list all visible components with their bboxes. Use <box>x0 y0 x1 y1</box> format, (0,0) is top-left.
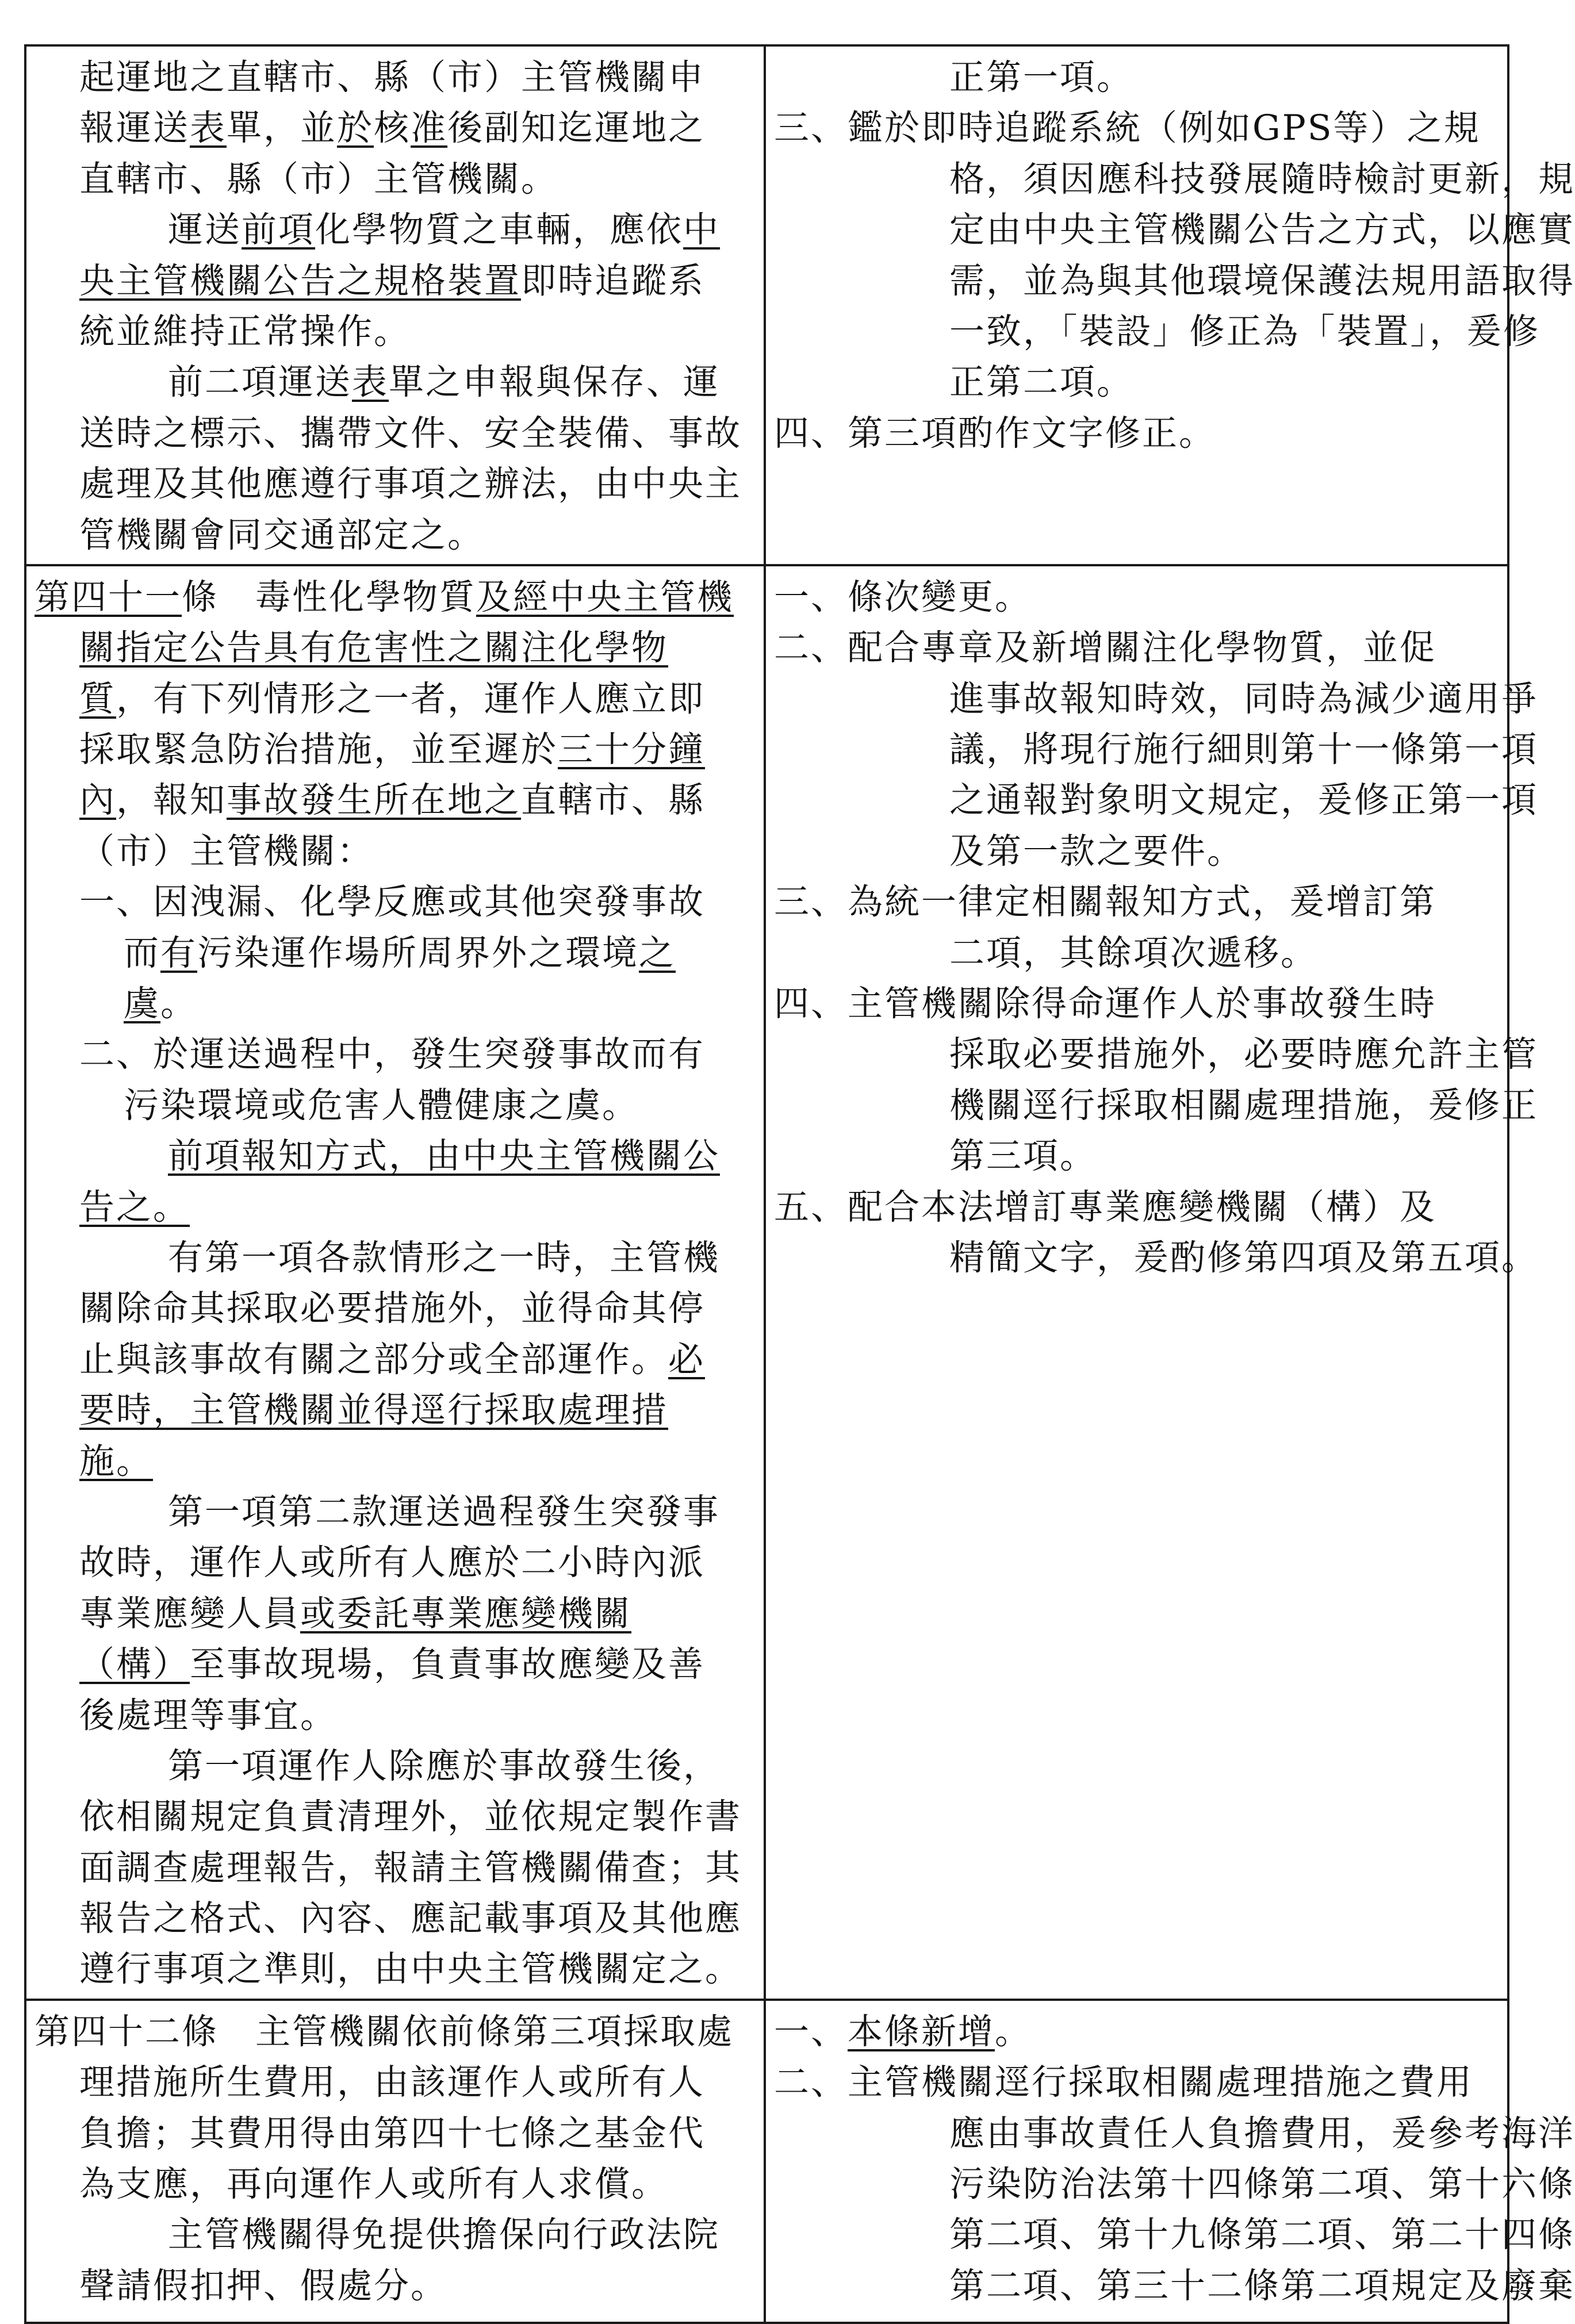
text-segment: 即時追蹤系 <box>521 260 706 301</box>
text-segment: 化學物質之車輛，應依 <box>315 209 684 251</box>
text-segment: 三、為統一律定相關報知方式，爰增訂第 <box>774 881 1437 923</box>
text-line <box>35 408 756 459</box>
text-segment: 二項，其餘項次遞移。 <box>949 932 1318 973</box>
text-segment: 精簡文字，爰酌修第四項及第五項。 <box>949 1237 1539 1278</box>
text-line <box>35 357 756 408</box>
underlined-text: 有 <box>160 932 198 973</box>
text-line <box>35 1334 756 1385</box>
text-segment: 至事故現場，負責事故應變及善 <box>190 1644 706 1685</box>
text-line <box>35 674 756 724</box>
text-line <box>774 572 1499 623</box>
text-line <box>35 1639 756 1690</box>
text-line <box>35 826 756 877</box>
text-segment: 第四十二條 主管機關依前條第三項採取處 <box>35 2011 734 2052</box>
text-line <box>774 52 1499 103</box>
underlined-text: 三十分鐘 <box>558 729 706 770</box>
text-segment: 進事故報知時效，同時為減少適用爭 <box>949 678 1539 719</box>
text-line <box>35 1690 756 1741</box>
text-segment: 單之申報與保存、運 <box>389 362 721 403</box>
text-segment: 起運地之直轄市、縣（市）主管機關申 <box>79 57 706 98</box>
text-segment: 。 <box>995 2011 1032 2052</box>
underlined-text: 准 <box>411 108 448 149</box>
text-line <box>35 979 756 1029</box>
text-line <box>774 674 1539 724</box>
underlined-text: 之 <box>639 932 676 973</box>
text-line <box>35 2108 756 2159</box>
table-row <box>25 45 1508 565</box>
text-line <box>35 2210 756 2260</box>
article-text-cell <box>25 565 765 2000</box>
text-segment: 依相關規定負責清理外，並依規定製作書 <box>79 1796 742 1838</box>
text-segment: 而 <box>124 932 161 973</box>
text-segment: 負擔；其費用得由第四十七條之基金代 <box>79 2112 706 2154</box>
text-line <box>35 1537 756 1588</box>
text-segment: 遵行事項之準則，由中央主管機關定之。 <box>79 1949 742 1990</box>
underlined-text: 本條新增 <box>848 2011 995 2052</box>
text-segment: 一、因洩漏、化學反應或其他突發事故 <box>79 881 706 923</box>
text-line <box>35 1283 756 1334</box>
underlined-text: 或委託專業應變機關 <box>300 1593 632 1634</box>
explanation-cell <box>765 45 1575 565</box>
text-segment: 污染防治法第十四條第二項、第十六條 <box>949 2164 1575 2205</box>
text-line <box>774 103 1499 154</box>
text-segment: 正第二項。 <box>949 362 1134 403</box>
text-segment: ，有下列情形之一者，運作人應立即 <box>116 678 706 719</box>
underlined-text: 於 <box>337 108 374 149</box>
text-line <box>35 2261 756 2311</box>
text-segment: 污染環境或危害人體健康之虞。 <box>124 1084 639 1126</box>
underlined-text: 告之。 <box>79 1186 190 1228</box>
text-segment: ，報知 <box>116 780 227 821</box>
text-line <box>35 306 756 357</box>
text-line <box>774 623 1499 673</box>
text-line <box>774 979 1499 1029</box>
text-line <box>774 205 1575 255</box>
text-segment: 主管機關得免提供擔保向行政法院 <box>168 2214 721 2256</box>
text-line <box>774 154 1575 205</box>
underlined-text: 前項報知方式，由中央主管機關公 <box>168 1136 721 1177</box>
text-segment: 前二項運送 <box>168 362 352 403</box>
text-segment: 條 毒性化學物質 <box>182 576 477 618</box>
underlined-text: 質 <box>79 678 117 719</box>
text-segment: 第二項、第十九條第二項、第二十四條 <box>949 2214 1575 2256</box>
text-segment: 單，並 <box>227 108 338 149</box>
text-line <box>35 1487 756 1537</box>
text-line <box>35 1080 756 1131</box>
text-line <box>774 1182 1499 1233</box>
text-line <box>774 775 1539 826</box>
underlined-text: 前項 <box>242 209 316 251</box>
text-line <box>35 1385 756 1436</box>
text-line <box>35 52 756 103</box>
text-segment: 之通報對象明文規定，爰修正第一項 <box>949 780 1539 821</box>
text-segment: 格，須因應科技發展隨時檢討更新，規 <box>949 158 1575 200</box>
underlined-text: 必 <box>668 1339 706 1380</box>
text-line <box>35 1131 756 1182</box>
text-line <box>774 1131 1499 1182</box>
text-segment: 報告之格式、內容、應記載事項及其他應 <box>79 1898 742 1939</box>
text-line <box>774 256 1575 306</box>
text-segment: 專業應變人員 <box>79 1593 301 1634</box>
text-segment: 直轄市、縣 <box>521 780 706 821</box>
text-line <box>35 1893 756 1944</box>
text-line <box>35 154 756 205</box>
article-text-cell <box>25 45 765 565</box>
text-segment: 五、配合本法增訂專業應變機關（構）及 <box>774 1186 1437 1228</box>
text-segment: 二、於運送過程中，發生突發事故而有 <box>79 1034 706 1075</box>
text-line <box>35 724 756 775</box>
text-line <box>35 2007 756 2057</box>
text-segment: 第三項。 <box>949 1136 1097 1177</box>
underlined-text: 虞 <box>124 983 161 1025</box>
text-line <box>35 1741 756 1792</box>
text-line <box>35 1843 756 1893</box>
explanation-cell <box>765 565 1539 2000</box>
text-segment: 為支應，再向運作人或所有人求償。 <box>79 2164 669 2205</box>
text-line <box>35 459 756 509</box>
text-line <box>774 2108 1575 2159</box>
underlined-text: 內 <box>79 780 117 821</box>
article-text-cell <box>25 2000 765 2323</box>
text-segment: 運送 <box>168 209 242 251</box>
text-segment: 機關逕行採取相關處理措施，爰修正 <box>949 1084 1539 1126</box>
text-line <box>774 826 1499 877</box>
text-line <box>35 103 756 154</box>
text-line <box>774 1080 1539 1131</box>
text-segment: 關除命其採取必要措施外，並得命其停 <box>79 1288 706 1329</box>
text-segment: 直轄市、縣（市）主管機關。 <box>79 158 558 200</box>
comparison-table <box>24 44 1575 2324</box>
text-segment: 有第一項各款情形之一時，主管機 <box>168 1237 721 1278</box>
underlined-text: 施。 <box>79 1440 154 1482</box>
text-segment: 需，並為與其他環境保護法規用語取得 <box>949 260 1575 301</box>
text-line <box>35 1944 756 1995</box>
text-line <box>774 2007 1499 2057</box>
text-line <box>35 623 756 673</box>
text-line <box>774 877 1499 927</box>
text-line <box>774 357 1499 408</box>
table-row <box>25 565 1508 2000</box>
underlined-text: 要時，主管機關並得逕行採取處理措 <box>79 1390 669 1431</box>
text-line <box>35 2057 756 2108</box>
text-segment: 採取緊急防治措施，並至遲於 <box>79 729 558 770</box>
text-segment: 第一項第二款運送過程發生突發事 <box>168 1491 721 1532</box>
text-segment: 一、 <box>774 2011 848 2052</box>
text-segment: 止與該事故有關之部分或全部運作。 <box>79 1339 669 1380</box>
explanation-cell <box>765 2000 1575 2323</box>
text-segment: 採取必要措施外，必要時應允許主管 <box>949 1034 1539 1075</box>
text-segment: 面調查處理報告，報請主管機關備查；其 <box>79 1847 742 1888</box>
text-segment: 一致，「裝設」修正為「裝置」，爰修 <box>949 310 1540 352</box>
text-segment: 理措施所生費用，由該運作人或所有人 <box>79 2062 706 2103</box>
text-line <box>35 1233 756 1283</box>
text-segment: 及第一款之要件。 <box>949 830 1244 872</box>
text-segment: 應由事故責任人負擔費用，爰參考海洋 <box>949 2112 1575 2154</box>
text-line <box>35 877 756 927</box>
text-line <box>774 1233 1539 1283</box>
text-line <box>774 2210 1575 2260</box>
underlined-text: 關指定公告具有危害性之關注化學物 <box>79 627 669 669</box>
text-line <box>35 1792 756 1842</box>
text-line <box>774 928 1499 979</box>
text-line <box>774 2159 1575 2210</box>
underlined-text: 及經中央主管機 <box>476 576 734 618</box>
underlined-text: 表 <box>352 362 389 403</box>
text-line <box>35 1182 756 1233</box>
text-segment: 統並維持正常操作。 <box>79 310 411 352</box>
text-line <box>774 1029 1539 1080</box>
text-segment: 一、條次變更。 <box>774 576 1032 618</box>
text-line <box>35 256 756 306</box>
text-segment: 聲請假扣押、假處分。 <box>79 2265 448 2306</box>
text-line <box>35 205 756 255</box>
text-line <box>774 408 1499 459</box>
text-segment: （市）主管機關： <box>79 830 374 872</box>
text-line <box>35 1436 756 1487</box>
text-segment: 三、鑑於即時追蹤系統（例如GPS等）之規 <box>774 108 1481 149</box>
text-line <box>774 724 1539 775</box>
text-segment: 二、主管機關逕行採取相關處理措施之費用 <box>774 2062 1474 2103</box>
underlined-text: 央主管機關公告之規格裝置 <box>79 260 522 301</box>
text-line <box>35 1029 756 1080</box>
underlined-text: 事故發生所在地之 <box>227 780 522 821</box>
text-segment: 正第一項。 <box>949 57 1134 98</box>
underlined-text: 中 <box>683 209 721 251</box>
text-segment: 後副知迄運地之 <box>447 108 706 149</box>
underlined-text: （構） <box>79 1644 190 1685</box>
text-segment: 後處理等事宜。 <box>79 1694 338 1736</box>
text-line <box>35 1589 756 1639</box>
text-line <box>35 775 756 826</box>
text-segment: 。 <box>160 983 198 1025</box>
text-segment: 第二項、第三十二條第二項規定及廢棄 <box>949 2265 1575 2306</box>
underlined-text: 表 <box>190 108 227 149</box>
text-segment: 污染運作場所周界外之環境 <box>197 932 639 973</box>
text-segment: 議，將現行施行細則第十一條第一項 <box>949 729 1539 770</box>
text-line <box>35 2159 756 2210</box>
text-segment: 報運送 <box>79 108 190 149</box>
text-line <box>774 2057 1499 2108</box>
underlined-text: 第四十一 <box>35 576 182 618</box>
text-segment: 核 <box>374 108 411 149</box>
text-segment: 管機關會同交通部定之。 <box>79 514 485 555</box>
text-segment: 二、配合專章及新增關注化學物質，並促 <box>774 627 1437 669</box>
text-segment: 第一項運作人除應於事故發生後， <box>168 1745 721 1786</box>
text-line <box>35 510 756 561</box>
text-line <box>774 306 1540 357</box>
text-segment: 四、第三項酌作文字修正。 <box>774 412 1216 454</box>
text-segment: 四、主管機關除得命運作人於事故發生時 <box>774 983 1437 1025</box>
text-segment: 定由中央主管機關公告之方式，以應實 <box>949 209 1575 251</box>
text-segment: 送時之標示、攜帶文件、安全裝備、事故 <box>79 412 742 454</box>
table-row <box>25 2000 1508 2323</box>
text-line <box>774 2261 1575 2311</box>
text-line <box>35 928 756 979</box>
text-segment: 處理及其他應遵行事項之辦法，由中央主 <box>79 463 742 505</box>
text-line <box>35 572 756 623</box>
text-segment: 故時，運作人或所有人應於二小時內派 <box>79 1542 706 1583</box>
